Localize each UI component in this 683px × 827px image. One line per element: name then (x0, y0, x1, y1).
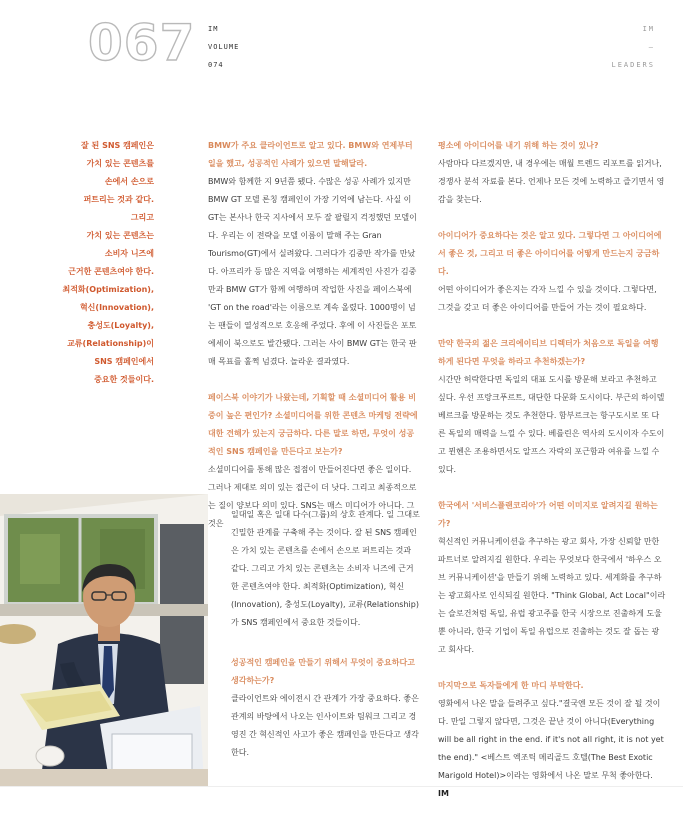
meta-volume-label: VOLUME (208, 43, 240, 51)
interview-question: 평소에 아이디어를 내기 위해 하는 것이 있나? (438, 141, 599, 150)
pull-quote-line: 그리고 (130, 213, 154, 222)
qa-block (438, 497, 666, 659)
interview-question: 한국에서 '서비스플랜코리아'가 어떤 이미지로 알려지길 원하는가? (438, 501, 658, 528)
page-number: 067 (88, 14, 196, 72)
interview-question: 아이디어가 중요하다는 것은 알고 있다. 그렇다면 그 아이디어에서 좋은 것, 그리고 더 좋은 아이디어를 어떻게 만드는지 궁금하다. (438, 231, 662, 276)
article-column-1 (208, 137, 420, 533)
issue-meta (208, 20, 239, 74)
meta-magazine: IM (208, 25, 219, 33)
end-mark-icon: IM (438, 789, 449, 798)
qa-block (208, 137, 420, 371)
qa-block (438, 227, 666, 317)
interview-answer: 사람마다 다르겠지만, 내 경우에는 매월 트렌드 리포트를 읽거나, 경쟁사 분석 자료를 본다. 언제나 모든 것에 노력하고 즐기면서 영감을 찾는다. (438, 159, 665, 204)
pull-quote-line: 소비자 니즈에 (104, 249, 154, 258)
interview-photo (0, 494, 208, 786)
interview-answer: BMW와 함께한 지 9년쯤 됐다. 수많은 성공 사례가 있지만 BMW GT 모델 론칭 캠페인이 가장 기억에 남는다. 사실 이 GT는 본사나 한국 지사에서 모두 잘 팔릴지 걱정했던 모델이다. 우리는 이 전략을 모델 이름이 말해 주는 Gran Tourismo(GT)에서 실려왔다. 그러다가 김중만 작가를 만났다. 아프리카 등 많은 지역을 여행하는 세계적인 사진가 김중만과 BMW GT가 함께 여행하며 작업한 사진을 페이스북에 'GT on the road'라는 이름으로 계속 올렸다. 1000명이 넘는 팬들이 열성적으로 호응해 주었다. 후에 이 사진들은 포토 에세이 북으로도 발간됐다. 그러는 사이 BMW GT는 한국 판매 목표를 훌쩍 넘겼다. 놀라운 결과였다. (208, 177, 417, 366)
pull-quote-line: SNS 캠페인에서 (94, 357, 154, 366)
pull-quote-line: 가치 있는 콘텐츠를 (86, 159, 154, 168)
pull-quote-line: 손에서 손으로 (104, 177, 154, 186)
section-brand: IM (642, 25, 655, 33)
pull-quote-line: 퍼트리는 것과 같다. (83, 195, 154, 204)
interview-question: 페이스북 이야기가 나왔는데, 기획할 때 소셜미디어 활용 비중이 높은 편인가? 소셜미디어를 위한 콘텐츠 마케팅 전략에 대한 견해가 있는지 궁금하다. 다른 말로 하면, 무엇이 성공적인 SNS 캠페인을 만든다고 보는가? (208, 393, 418, 456)
interview-answer: 혁신적인 커뮤니케이션을 추구하는 광고 회사, 가장 신뢰할 만한 파트너로 알려지길 원한다. 우리는 무엇보다 한국에서 '하우스 오브 커뮤니케이션'을 만들기 위해 노력하고 있다. 세계화를 추구하는 광고회사로 인식되길 원한다. "Think Global, Act Local"이라는 슬로건처럼 독일, 유럽 광고주를 한국 시장으로 진출하게 도울 뿐 아니라, 한국 기업이 독일 유럽으로 진출하는 것도 잘 돕는 광고 회사다. (438, 537, 666, 654)
article-column-1-bottom (231, 654, 420, 762)
pull-quote-line: 근거한 콘텐츠여야 한다. (68, 267, 154, 276)
qa-block (438, 335, 666, 479)
closing-answer-text: 영화에서 나온 말을 들려주고 싶다."결국엔 모든 것이 잘 될 것이다. 만일 그렇지 않다면, 그것은 끝난 것이 아니다(Everything will be all right in the end. if it's not all right, it is not yet the end)." <베스트 엑조틱 메리골드 호텔(The Best Exotic Marigold Hotel)>이라는 영화에서 나온 말로 무척 좋아한다. (438, 699, 664, 780)
pull-quote-line: 충성도(Loyalty), (87, 321, 154, 330)
section-label (611, 20, 655, 74)
qa-block (438, 137, 666, 209)
pull-quote-line: 교류(Relationship)이 (67, 339, 154, 348)
interview-question: 마지막으로 독자들에게 한 마디 부탁한다. (438, 681, 584, 690)
interview-answer: 시간만 허락한다면 독일의 대표 도시를 방문해 보라고 추천하고 싶다. 우선 프랑크푸르트, 대단한 다문화 도시이다. 부근의 하이델베르크를 방문하는 것도 추천한다. 함부르크는 항구도시로 또 다른 독일의 매력을 느낄 수 있다. 베를린은 역사의 도시이자 수도이고 뮌헨은 조용하면서도 알프스 자락의 포근함과 여유를 느낄 수 있다. (438, 375, 665, 474)
interview-answer: 소셜미디어를 통해 많은 접점이 만들어진다면 좋은 일이다. 그러나 제대로 의미 있는 접근이 더 낫다. 그리고 최종적으로는 질이 양보다 의미 있다. SNS는 매스 미디어가 아니다. 그것은 (208, 465, 417, 528)
portrait-illustration (0, 494, 208, 786)
section-dash: – (648, 43, 655, 51)
interview-question: 만약 한국의 젊은 크리에이티브 디렉터가 처음으로 독일을 여행하게 된다면 무엇을 하라고 추천하겠는가? (438, 339, 659, 366)
interview-question: BMW가 주요 클라이언트로 알고 있다. BMW와 연제부터 일을 했고, 성공적인 사례가 있으면 말해달라. (208, 141, 413, 168)
interview-answer: 어떤 아이디어가 좋은지는 각자 느낄 수 있을 것이다. 그렇다면, 그것을 갖고 더 좋은 아이디어를 만들어 가는 것이 필요하다. (438, 285, 657, 312)
interview-question: 성공적인 캠페인을 만들기 위해서 무엇이 중요하다고 생각하는가? (231, 658, 415, 685)
pull-quote-line: 중요한 것들이다. (94, 375, 154, 384)
article-column-1-indented (231, 506, 420, 632)
pull-quote-line: 혁신(Innovation), (79, 303, 154, 312)
article-column-2 (438, 137, 666, 803)
meta-volume-number: 074 (208, 61, 224, 69)
pull-quote-line: 최적화(Optimization), (62, 285, 154, 294)
interview-answer: 클라이언트와 에이전시 간 관계가 가장 중요하다. 좋은 관계의 바탕에서 나오는 인사이트와 팀워크 그리고 경영진 간 혁신적인 사고가 좋은 캠페인을 만든다고 생각한다. (231, 694, 419, 757)
pull-quote-line: 잘 된 SNS 캠페인은 (81, 141, 154, 150)
pull-quote-line: 가치 있는 콘텐츠는 (86, 231, 154, 240)
pull-quote (40, 137, 154, 389)
page-bottom-rule (0, 786, 683, 787)
qa-block (438, 677, 666, 803)
section-name: LEADERS (611, 61, 655, 69)
interview-answer-continued: 일대일 혹은 일대 다수(그룹)의 상호 관계다. 일 그대로 긴밀한 관계를 구축해 주는 것이다. 잘 된 SNS 캠페인은 가치 있는 콘텐츠를 손에서 손으로 퍼트리는 것과 같다. 그리고 가치 있는 콘텐츠는 소비자 니즈에 근거한 콘텐츠여야 한다. 최적화(Optimization), 혁신(Innovation), 충성도(Loyalty), 교류(Relationship)가 SNS 캠페인에서 중요한 것들이다. (231, 510, 420, 627)
